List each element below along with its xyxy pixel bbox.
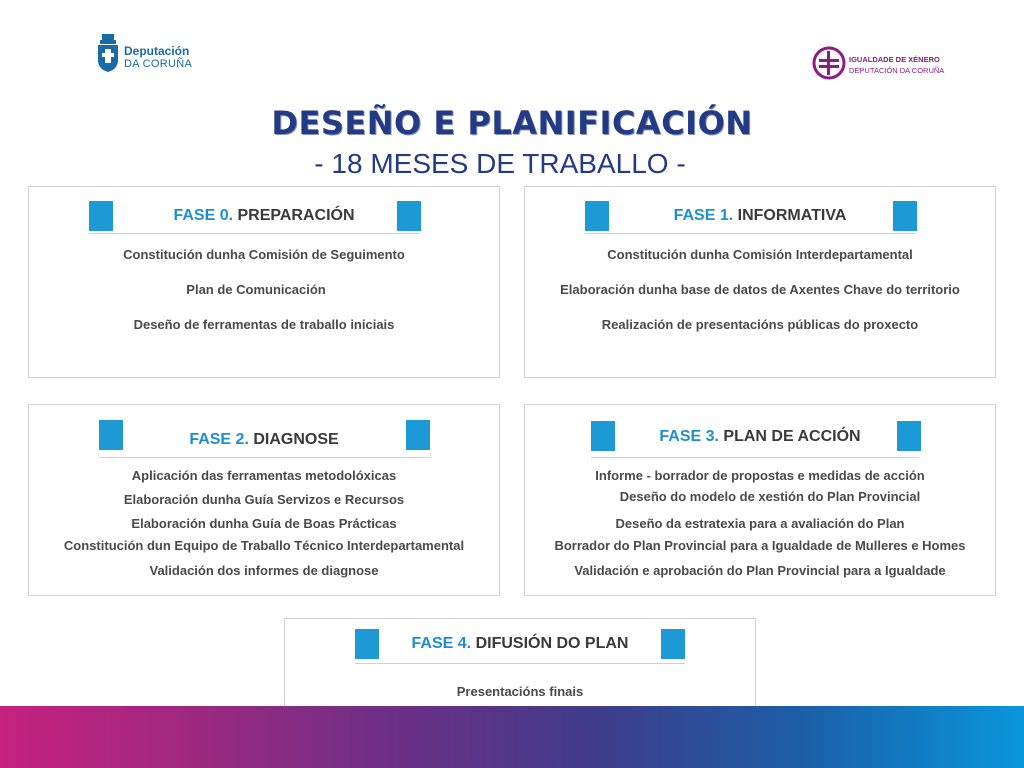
phase-item: Borrador do Plan Provincial para a Igualdade de Mulleres e Homes	[554, 538, 966, 553]
phase-divider	[355, 663, 685, 664]
phase-heading	[29, 431, 499, 449]
phase-name: DIFUSIÓN DO PLAN	[475, 635, 629, 652]
phase-name: DIAGNOSE	[253, 431, 339, 448]
page-subtitle: - 18 MESES DE TRABALLO -	[314, 148, 686, 179]
phase-number: FASE 2.	[189, 431, 249, 448]
phase-divider	[591, 457, 919, 458]
logo-text-primary: Deputación	[124, 44, 190, 58]
phase-4-panel	[284, 618, 756, 718]
phase-3-panel	[524, 404, 996, 596]
phase-divider	[585, 233, 915, 234]
phase-number: FASE 1.	[673, 207, 734, 224]
phase-item: Elaboración dunha base de datos de Axentes Chave do territorio	[560, 282, 960, 297]
phase-item: Informe - borrador de propostas e medidas de acción	[595, 468, 925, 483]
phase-item: Deseño da estratexia para a avaliación do Plan	[615, 516, 905, 531]
phase-item: Elaboración dunha Guía Servizos e Recursos	[123, 492, 405, 507]
phase-divider	[89, 233, 419, 234]
logo-text-primary: IGUALDADE DE XÉNERO	[849, 55, 940, 64]
phase-divider	[99, 457, 431, 458]
phase-item: Presentacións finais	[456, 684, 584, 699]
phase-item: Deseño do modelo de xestión do Plan Provincial	[619, 489, 921, 504]
logo-text-secondary: DA CORUÑA	[124, 58, 193, 70]
phase-heading	[525, 428, 995, 446]
phase-2-panel	[28, 404, 500, 596]
phase-item: Constitución dun Equipo de Traballo Técnico Interdepartamental	[63, 538, 465, 553]
phase-name: PLAN DE ACCIÓN	[723, 428, 861, 445]
phase-item: Validación e aprobación do Plan Provincial para a Igualdade	[574, 563, 946, 578]
phase-heading	[285, 635, 755, 653]
page-title: DESEÑO E PLANIFICACIÓN	[271, 104, 753, 142]
phase-item: Constitución dunha Comisión de Seguimento	[123, 247, 405, 262]
phase-number: FASE 0.	[173, 207, 234, 224]
igualdade-logo	[812, 46, 952, 82]
footer-gradient-bar	[0, 706, 1024, 768]
phase-0-panel	[28, 186, 500, 378]
deputacion-logo	[96, 34, 196, 74]
phase-name: INFORMATIVA	[737, 207, 847, 224]
phase-item: Plan de Comunicación	[186, 282, 326, 297]
coat-of-arms-icon	[96, 34, 120, 72]
phase-heading	[525, 207, 995, 225]
phase-name: PREPARACIÓN	[237, 207, 355, 224]
phase-item: Validación dos informes de diagnose	[149, 563, 379, 578]
phase-item: Constitución dunha Comisión Interdepartamental	[607, 247, 913, 262]
phase-item: Aplicación das ferramentas metodolóxicas	[131, 468, 397, 483]
phase-heading	[29, 207, 499, 225]
phase-1-panel	[524, 186, 996, 378]
phase-item: Deseño de ferramentas de traballo iniciais	[133, 317, 395, 332]
phase-item: Elaboración dunha Guía de Boas Prácticas	[131, 516, 397, 531]
phase-number: FASE 4.	[411, 635, 472, 652]
phase-item: Realización de presentacións públicas do proxecto	[601, 317, 919, 332]
logo-text-secondary: DEPUTACIÓN DA CORUÑA	[849, 66, 945, 75]
equality-icon	[812, 46, 846, 80]
phase-number: FASE 3.	[659, 428, 719, 445]
